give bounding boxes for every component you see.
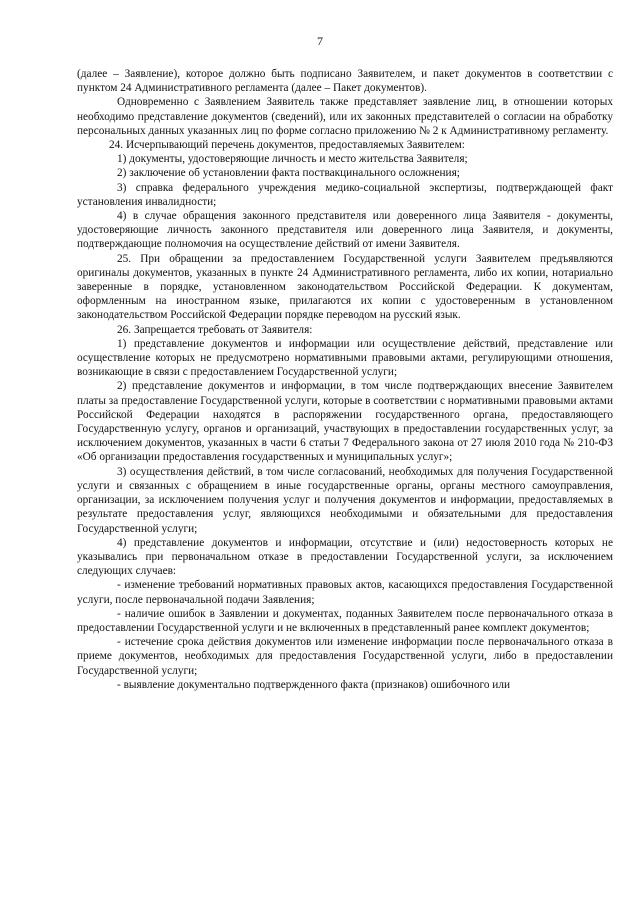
paragraph-consent: Одновременно с Заявлением Заявитель также представляет заявление лиц, в отношении которых необходимо представление документов (сведений), или их законных представителей о согласии на обработку персональных данных указанных лиц по форме согласно приложению № 2 к Административному регламенту. — [77, 96, 613, 137]
list-item-24-1: 1) документы, удостоверяющие личность и место жительства Заявителя; — [117, 153, 468, 166]
list-item-26-1: 1) представление документов и информации или осуществление действий, представление или осуществление которых не предусмотрено нормативными правовыми актами, регулирующими отношения, возникающие в связи с предоставлением Государственной услуги; — [77, 337, 613, 379]
list-item-26-4: 4) представление документов и информации, отсутствие и (или) недостоверность которых не указывались при первоначальном отказе в предоставлении Государственной услуги, за исключением следующих случаев: — [77, 536, 613, 578]
dash-item-1: - изменение требований нормативных правовых актов, касающихся предоставления Государственной услуги, после первоначальной подачи Заявления; — [77, 579, 613, 606]
document-body — [77, 67, 613, 692]
list-item-24-4: 4) в случае обращения законного представителя или доверенного лица Заявителя - документы, удостоверяющие личность законного представителя или доверенного лица Заявителя, и документы, подтверждающие полномочия на осуществление действий от имени Заявителя. — [77, 210, 613, 251]
paragraph-item-24: 24. Исчерпывающий перечень документов, предоставляемых Заявителем: — [109, 139, 465, 152]
list-item-26-2: 2) представление документов и информации, в том числе подтверждающих внесение Заявителем платы за предоставление Государственной услуги, которые в соответствии с нормативными правовыми актами Российской Федерации находятся в распоряжении государственного органа, предоставляющего Государственную услугу, органов и организаций, участвующих в предоставлении государственных услуг, за исключением документов, указанных в части 6 статьи 7 Федерального закона от 27 июля 2010 года № 210-ФЗ «Об организации предоставления государственных и муниципальных услуг»; — [77, 380, 613, 464]
dash-item-4: - выявление документально подтвержденного факта (признаков) ошибочного или — [117, 678, 511, 691]
list-item-24-3: 3) справка федерального учреждения медико-социальной экспертизы, подтверждающей факт установления инвалидности; — [77, 181, 613, 208]
dash-item-3: - истечение срока действия документов или изменение информации после первоначального отказа в приеме документов, необходимых для предоставления Государственной услуги, либо в предоставлении Государственной услуги; — [77, 636, 613, 677]
list-item-26-3: 3) осуществления действий, в том числе согласований, необходимых для получения Государственной услуги и связанных с обращением в иные государственные органы, органы местного самоуправления, организации, за исключением получения услуг и получения документов и информации, предоставляемых в результате предоставления услуг, являющихся необходимыми и обязательными для предоставления Государственной услуги; — [77, 465, 613, 535]
paragraph-item-26: 26. Запрещается требовать от Заявителя: — [117, 323, 313, 336]
paragraph-continuation: (далее – Заявление), которое должно быть подписано Заявителем, и пакет документов в соответствии с пунктом 24 Административного регламента (далее – Пакет документов). — [77, 68, 613, 95]
list-item-24-2: 2) заключение об установлении факта поствакцинального осложнения; — [117, 167, 460, 180]
dash-item-2: - наличие ошибок в Заявлении и документах, поданных Заявителем после первоначального отказа в предоставлении Государственной услуги и не включенных в представленный ранее комплект документов; — [77, 607, 613, 634]
page-number: 7 — [317, 34, 323, 48]
paragraph-item-25: 25. При обращении за предоставлением Государственной услуги Заявителем предъявляются оригиналы документов, указанных в пункте 24 Административного регламента, либо их копии, нотариально заверенные в порядке, установленном законодательством Российской Федерации. К документам, оформленным на иностранном языке, прилагаются их копии с удостоверенным в установленном законодательством Российской Федерации порядке переводом на русский язык. — [77, 252, 613, 322]
